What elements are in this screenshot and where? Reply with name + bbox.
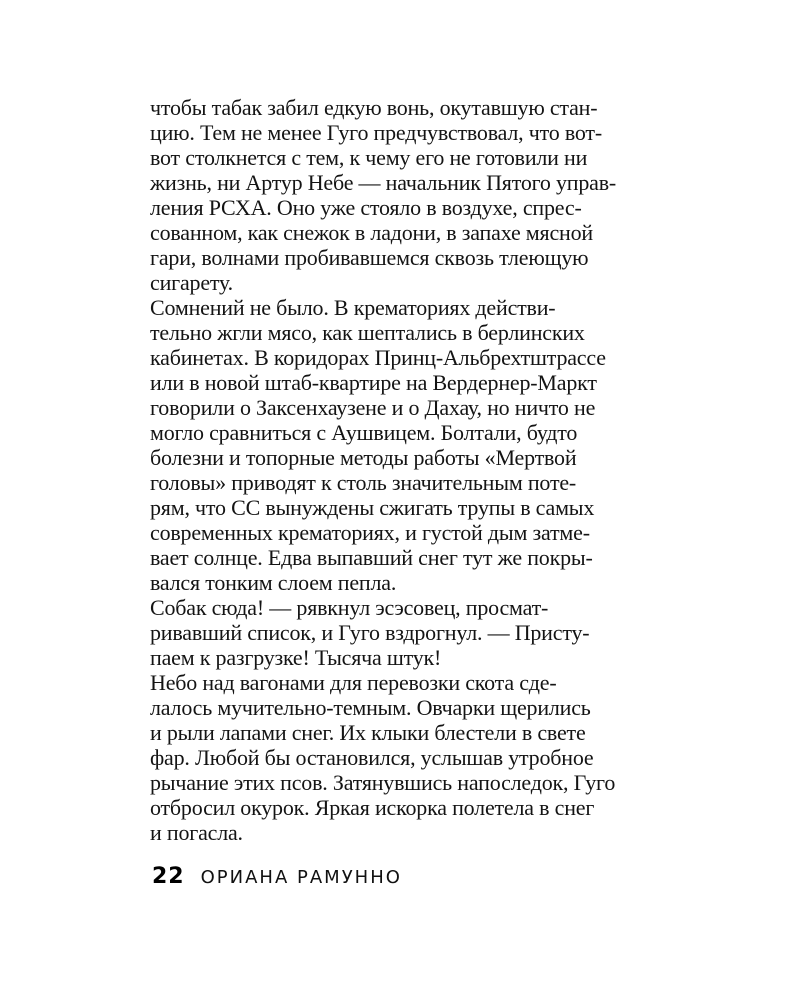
text-line: отбросил окурок. Яркая искорка полетела в снег	[150, 795, 595, 820]
text-line: рям, что СС вынуждены сжигать трупы в самых	[150, 495, 595, 520]
text-line: фар. Любой бы остановился, услышав утробное	[150, 745, 594, 770]
text-line: сигарету.	[150, 270, 233, 295]
text-line: и рыли лапами снег. Их клыки блестели в свете	[150, 720, 586, 745]
text-line: или в новой штаб-квартире на Вердернер-Маркт	[150, 370, 597, 395]
text-line: и погасла.	[150, 820, 243, 845]
text-line: вался тонким слоем пепла.	[150, 570, 397, 595]
text-line: говорили о Заксенхаузене и о Дахау, но ничто не	[150, 395, 596, 420]
text-line: Собак сюда! — рявкнул эсэсовец, просмат-	[150, 595, 549, 620]
text-line: ления РСХА. Оно уже стояло в воздухе, спрес-	[150, 195, 582, 220]
page-footer	[152, 864, 402, 892]
text-line: вот столкнется с тем, к чему его не готовили ни	[150, 145, 588, 170]
text-line: рычание этих псов. Затянувшись напоследок, Гуго	[150, 770, 616, 795]
text-line: цию. Тем не менее Гуго предчувствовал, что вот-	[150, 120, 602, 145]
text-line: кабинетах. В коридорах Принц-Альбрехтштрассе	[150, 345, 606, 370]
text-line: сованном, как снежок в ладони, в запахе мясной	[150, 220, 593, 245]
running-footer-author: ОРИАНА РАМУННО	[200, 867, 402, 888]
text-line: ривавший список, и Гуго вздрогнул. — Присту-	[150, 620, 590, 645]
text-line: жизнь, ни Артур Небе — начальник Пятого управ-	[150, 170, 617, 195]
text-line: чтобы табак забил едкую вонь, окутавшую стан-	[150, 95, 598, 120]
text-line: Небо над вагонами для перевозки скота сде-	[150, 670, 557, 695]
text-line: болезни и топорные методы работы «Мертвой	[150, 445, 577, 470]
text-line: паем к разгрузке! Тысяча штук!	[150, 645, 442, 670]
page-number: 22	[152, 864, 185, 889]
text-line: лалось мучительно-темным. Овчарки щерились	[150, 695, 591, 720]
text-line: тельно жгли мясо, как шептались в берлинских	[150, 320, 585, 345]
text-line: Сомнений не было. В крематориях действи-	[150, 295, 556, 320]
text-line: головы» приводят к столь значительным поте-	[150, 470, 577, 495]
text-line: современных крематориях, и густой дым затме-	[150, 520, 590, 545]
text-line: вает солнце. Едва выпавший снег тут же покры-	[150, 545, 593, 570]
text-line: могло сравниться с Аушвицем. Болтали, будто	[150, 420, 578, 445]
text-line: гари, волнами пробивавшемся сквозь тлеющую	[150, 245, 589, 270]
